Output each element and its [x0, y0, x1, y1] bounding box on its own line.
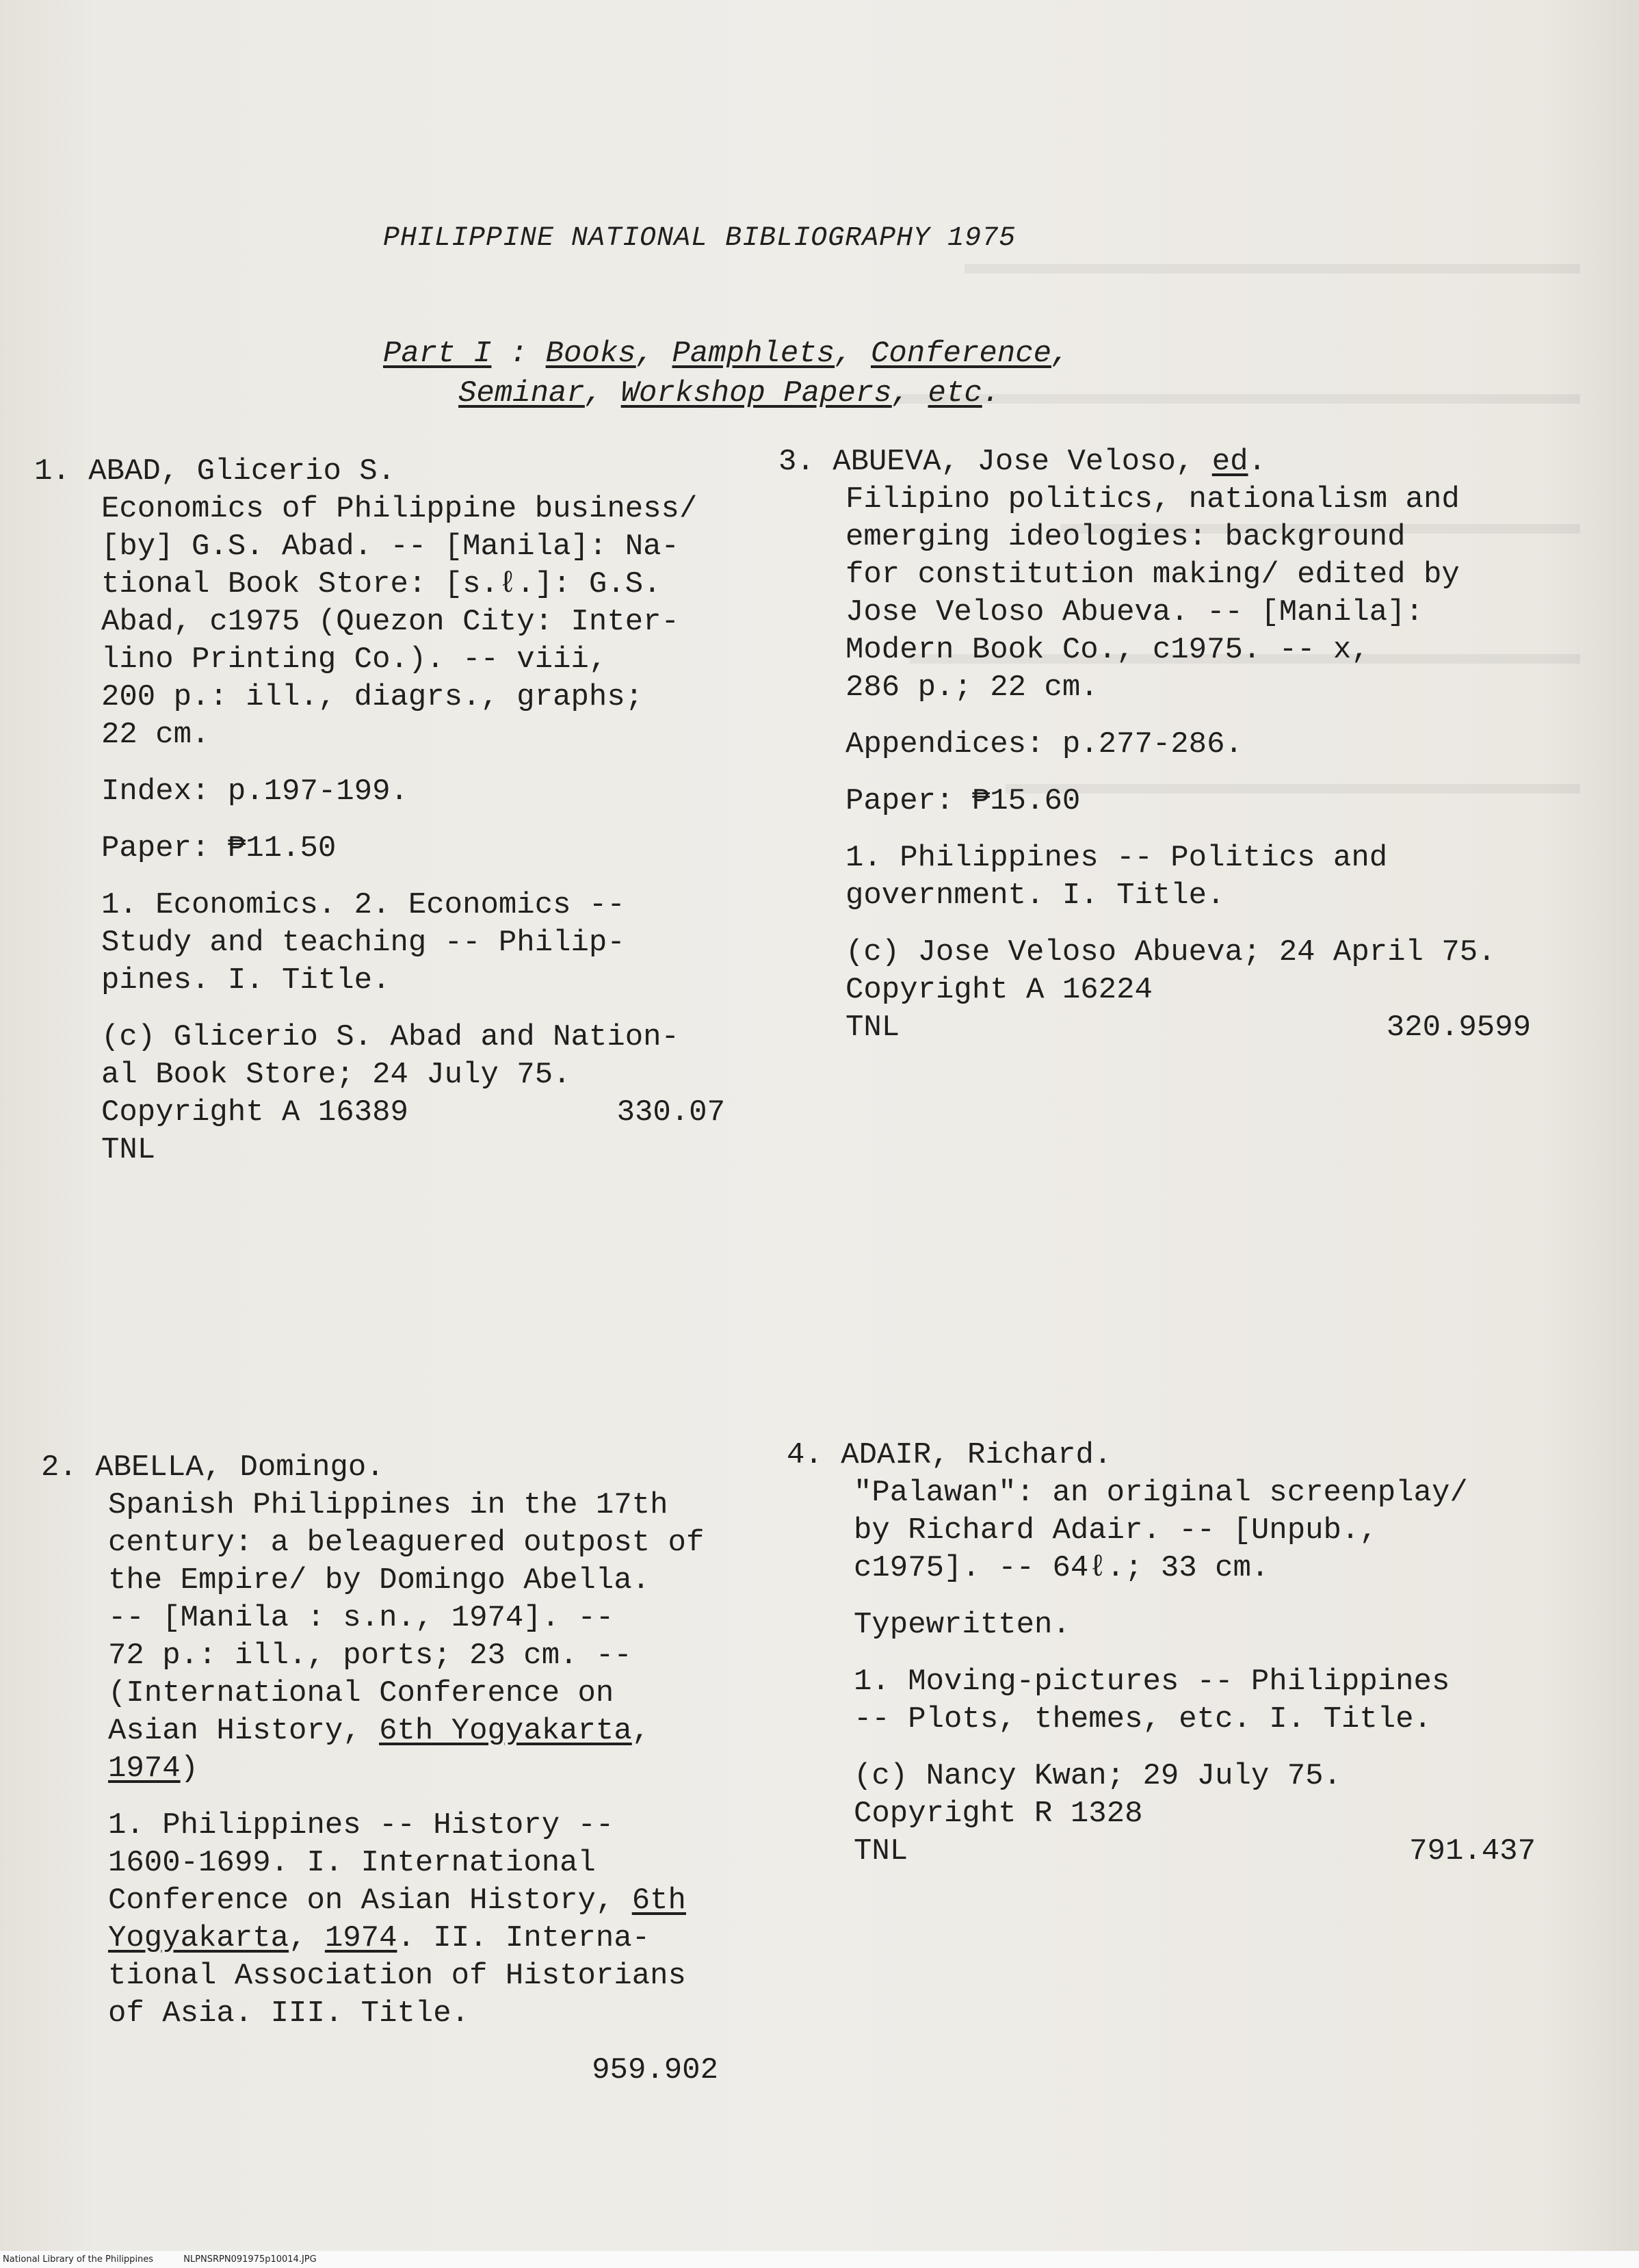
- entry-body-line: 72 p.: ill., ports; 23 cm. --: [108, 1639, 632, 1673]
- page-title: PHILIPPINE NATIONAL BIBLIOGRAPHY 1975: [383, 223, 1017, 254]
- entry-price: Paper: ₱11.50: [101, 831, 337, 865]
- entry-subject-line: 1. Economics. 2. Economics --: [101, 888, 625, 922]
- entry-body-line: Spanish Philippines in the 17th: [108, 1488, 668, 1522]
- entry-body-line: Filipino politics, nationalism and: [845, 482, 1460, 517]
- entry-subject-line: 1600-1699. I. International: [108, 1846, 596, 1880]
- entry-body-line: 22 cm.: [101, 718, 210, 752]
- entry-body-line: emerging ideologies: background: [845, 520, 1406, 554]
- footer-source: National Library of the Philippines: [3, 2254, 154, 2265]
- entry-classification: 959.902: [592, 2053, 718, 2087]
- entry-copyright-line: (c) Glicerio S. Abad and Nation-: [101, 1020, 679, 1054]
- entry-body-line: Jose Veloso Abueva. -- [Manila]:: [845, 595, 1424, 629]
- entry-subject-line: Yogyakarta, 1974. II. Interna-: [108, 1921, 651, 1955]
- entry-location: TNL: [101, 1133, 156, 1167]
- entry-body-line: [by] G.S. Abad. -- [Manila]: Na-: [101, 530, 679, 564]
- entry-copyright-line: al Book Store; 24 July 75.: [101, 1058, 571, 1092]
- entry-price: Paper: ₱15.60: [845, 784, 1081, 818]
- entry-body-line: Economics of Philippine business/: [101, 492, 698, 526]
- entry-copyright-line: (c) Nancy Kwan; 29 July 75.: [854, 1759, 1341, 1793]
- entry-abad: [34, 453, 725, 1169]
- footer-file: NLPNSRPN091975p10014.JPG: [183, 2254, 317, 2265]
- entry-subject-line: of Asia. III. Title.: [108, 1996, 470, 2031]
- entry-heading: 3. ABUEVA, Jose Veloso, ed.: [778, 445, 1266, 479]
- entry-subject-line: 1. Moving-pictures -- Philippines: [854, 1665, 1450, 1699]
- entry-subject-line: Study and teaching -- Philip-: [101, 926, 625, 960]
- entry-subject-line: Conference on Asian History, 6th: [108, 1884, 686, 1918]
- entry-location: TNL: [845, 1011, 900, 1045]
- entry-heading: 2. ABELLA, Domingo.: [41, 1450, 384, 1485]
- entry-body-line: for constitution making/ edited by: [845, 558, 1460, 592]
- entry-heading: 4. ADAIR, Richard.: [787, 1438, 1112, 1472]
- entry-heading: 1. ABAD, Glicerio S.: [34, 454, 396, 488]
- entry-body-line: c1975]. -- 64ℓ.; 33 cm.: [854, 1551, 1270, 1585]
- entry-classification: 320.9599: [1386, 1011, 1531, 1045]
- entry-copyright-row: [34, 1094, 725, 1132]
- entry-adair: [787, 1437, 1536, 1871]
- entry-copyright-line: (c) Jose Veloso Abueva; 24 April 75.: [845, 935, 1496, 969]
- entry-classification: 330.07: [616, 1095, 725, 1130]
- entry-body-line: Abad, c1975 (Quezon City: Inter-: [101, 605, 679, 639]
- entry-index-note: Index: p.197-199.: [101, 774, 408, 809]
- entry-body-line: century: a beleaguered outpost of: [108, 1526, 705, 1560]
- entry-copyright-number: Copyright R 1328: [854, 1797, 1143, 1831]
- entry-body-line: (International Conference on: [108, 1676, 614, 1710]
- entry-subject-line: 1. Philippines -- Politics and: [845, 841, 1388, 875]
- entry-body-line: lino Printing Co.). -- viii,: [101, 642, 607, 677]
- entry-classification-row: [41, 2052, 725, 2089]
- entry-series-line: 1974): [108, 1751, 199, 1786]
- entry-body-line: 200 p.: ill., diagrs., graphs;: [101, 680, 644, 714]
- entry-body-line: by Richard Adair. -- [Unpub.,: [854, 1513, 1378, 1548]
- scan-footer: [0, 2251, 1639, 2268]
- entry-location-row: [778, 1009, 1531, 1047]
- entry-location-row: [787, 1833, 1536, 1871]
- entry-appendices-note: Appendices: p.277-286.: [845, 727, 1243, 761]
- entry-subject-line: tional Association of Historians: [108, 1959, 686, 1993]
- entry-body-line: the Empire/ by Domingo Abella.: [108, 1563, 651, 1598]
- entry-body-line: tional Book Store: [s.ℓ.]: G.S.: [101, 567, 661, 601]
- entry-copyright-number: Copyright A 16224: [845, 973, 1153, 1007]
- entry-abueva: [778, 443, 1531, 1047]
- subtitle-line-2: Seminar, Workshop Papers, etc.: [458, 376, 1001, 410]
- entry-subject-line: 1. Philippines -- History --: [108, 1808, 614, 1842]
- entry-location: TNL: [854, 1834, 908, 1868]
- entry-copyright-number: Copyright A 16389: [101, 1095, 408, 1130]
- entry-note: Typewritten.: [854, 1608, 1071, 1642]
- entry-body-line: "Palawan": an original screenplay/: [854, 1476, 1468, 1510]
- entry-classification: 791.437: [1409, 1834, 1536, 1868]
- page-subtitle: [383, 334, 1069, 413]
- entry-subject-line: pines. I. Title.: [101, 963, 391, 998]
- entry-body-line: -- [Manila : s.n., 1974]. --: [108, 1601, 614, 1635]
- entry-body-line: Modern Book Co., c1975. -- x,: [845, 633, 1369, 667]
- subtitle-line-1: Part I : Books, Pamphlets, Conference,: [383, 337, 1070, 371]
- entry-series-line: Asian History, 6th Yogyakarta,: [108, 1714, 651, 1748]
- entry-subject-line: government. I. Title.: [845, 878, 1225, 913]
- entry-body-line: 286 p.; 22 cm.: [845, 670, 1099, 705]
- entry-abella: [41, 1449, 725, 2089]
- entry-subject-line: -- Plots, themes, etc. I. Title.: [854, 1702, 1432, 1736]
